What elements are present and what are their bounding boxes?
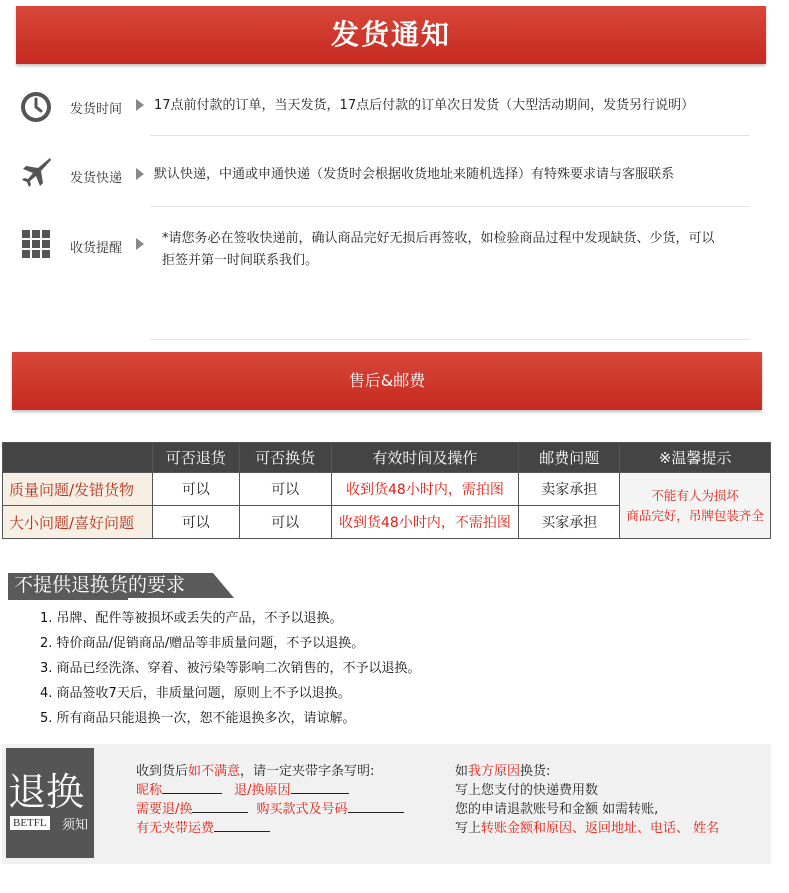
list-item: 1. 吊牌、配件等被损坏或丢失的产品，不予以退换。 bbox=[40, 611, 343, 626]
text: ，请一定夹带字条写明: bbox=[240, 764, 375, 779]
row-postage: 卖家承担 bbox=[519, 473, 620, 506]
highlight-text: 如不满意 bbox=[188, 764, 241, 779]
row-exchange: 可以 bbox=[239, 473, 331, 506]
header-tips: ※温馨提示 bbox=[620, 443, 771, 473]
notice-banner bbox=[16, 6, 766, 64]
guide-left bbox=[136, 762, 404, 838]
arrow-right-icon bbox=[136, 168, 144, 180]
guide-right-line2: 写上您支付的快递费用数 bbox=[455, 783, 599, 798]
tips-cell bbox=[620, 473, 771, 539]
reason-text: 退/换原因 bbox=[234, 783, 291, 798]
return-stamp bbox=[6, 748, 94, 858]
receipt-label: 收货提醒 bbox=[70, 241, 123, 256]
header-return: 可否退货 bbox=[152, 443, 239, 473]
text: 收到货后 bbox=[136, 764, 189, 779]
list-item: 3. 商品已经洗涤、穿着、被污染等影响二次销售的，不予以退换。 bbox=[40, 661, 421, 676]
courier-label: 发货快递 bbox=[70, 171, 123, 186]
no-return-list bbox=[40, 606, 421, 731]
section-underline bbox=[8, 598, 128, 600]
row-type: 大小问题/喜好问题 bbox=[3, 506, 153, 539]
policy-table bbox=[2, 442, 771, 539]
guide-left-line2 bbox=[136, 781, 404, 800]
row-time: 收到货48小时内，不需拍图 bbox=[331, 506, 519, 539]
blank-line bbox=[162, 793, 222, 794]
list-item: 5. 所有商品只能退换一次，恕不能退换多次，请谅解。 bbox=[40, 711, 356, 726]
arrow-right-icon bbox=[136, 238, 144, 250]
ship-time-text: 17点前付款的订单，当天发货，17点后付款的订单次日发货（大型活动期间，发货另行说明） bbox=[154, 98, 695, 113]
grid-icon bbox=[20, 228, 52, 260]
guide-left-line4 bbox=[136, 819, 404, 838]
guide-left-line1 bbox=[136, 762, 404, 781]
tips-line1: 不能有人为损坏 bbox=[651, 487, 739, 503]
no-return-title: 不提供退换货的要求 bbox=[14, 574, 186, 596]
notice-title: 发货通知 bbox=[330, 18, 451, 51]
receipt-text-line1: *请您务必在签收快递前，确认商品完好无损后再签收，如检验商品过程中发现缺货、少货，可以 bbox=[162, 231, 715, 246]
stamp-title: 退换 bbox=[8, 770, 85, 814]
header-exchange: 可否换货 bbox=[239, 443, 331, 473]
stamp-brand: BETFL bbox=[10, 816, 50, 830]
stamp-suffix: 须知 bbox=[62, 818, 89, 833]
row-return: 可以 bbox=[152, 473, 239, 506]
ship-time-label: 发货时间 bbox=[70, 102, 123, 117]
courier-text: 默认快递，中通或申通快递（发货时会根据收货地址来随机选择）有特殊要求请与客服联系 bbox=[154, 167, 675, 182]
tips-line2: 商品完好，吊牌包装齐全 bbox=[626, 507, 764, 523]
blank-line bbox=[192, 812, 248, 813]
row-exchange: 可以 bbox=[239, 506, 331, 539]
return-type-text: 需要退/换 bbox=[136, 802, 193, 817]
guide-right-line3: 您的申请退款账号和金额 如需转账, bbox=[455, 802, 659, 817]
clock-icon bbox=[20, 91, 52, 123]
blank-line bbox=[214, 831, 270, 832]
row-return: 可以 bbox=[152, 506, 239, 539]
divider bbox=[150, 339, 750, 340]
row-type: 质量问题/发错货物 bbox=[3, 473, 153, 506]
text: 写上 bbox=[455, 821, 482, 836]
table-header-row bbox=[3, 443, 771, 473]
header-time: 有效时间及操作 bbox=[331, 443, 519, 473]
receipt-text-line2: 拒签并第一时间联系我们。 bbox=[162, 253, 319, 268]
highlight-text: 我方原因 bbox=[468, 764, 521, 779]
after-sale-banner bbox=[12, 352, 762, 410]
style-size-text: 购买款式及号码 bbox=[256, 802, 348, 817]
guide-right-line4 bbox=[455, 819, 719, 838]
divider bbox=[150, 206, 750, 207]
divider bbox=[150, 135, 750, 136]
freight-text: 有无夹带运费 bbox=[136, 821, 215, 836]
text: 如 bbox=[455, 764, 469, 779]
after-sale-title: 售后&邮费 bbox=[348, 371, 426, 390]
blank-line bbox=[348, 812, 404, 813]
guide-left-line3 bbox=[136, 800, 404, 819]
receipt-text bbox=[162, 228, 715, 272]
header-postage: 邮费问题 bbox=[519, 443, 620, 473]
guide-right-line1 bbox=[455, 762, 719, 781]
table-row bbox=[3, 473, 771, 506]
highlight-text: 转账金额和原因、返回地址、电话、 姓名 bbox=[481, 821, 720, 836]
arrow-right-icon bbox=[136, 99, 144, 111]
header-empty bbox=[3, 443, 153, 473]
text: 换货: bbox=[520, 764, 551, 779]
guide-right bbox=[455, 762, 719, 838]
airplane-icon bbox=[20, 156, 52, 188]
row-time: 收到货48小时内，需拍图 bbox=[331, 473, 519, 506]
list-item: 4. 商品签收7天后，非质量问题，原则上不予以退换。 bbox=[40, 686, 351, 701]
blank-line bbox=[291, 793, 349, 794]
list-item: 2. 特价商品/促销商品/赠品等非质量问题，不予以退换。 bbox=[40, 636, 365, 651]
row-postage: 买家承担 bbox=[519, 506, 620, 539]
nickname-text: 昵称 bbox=[136, 783, 163, 798]
